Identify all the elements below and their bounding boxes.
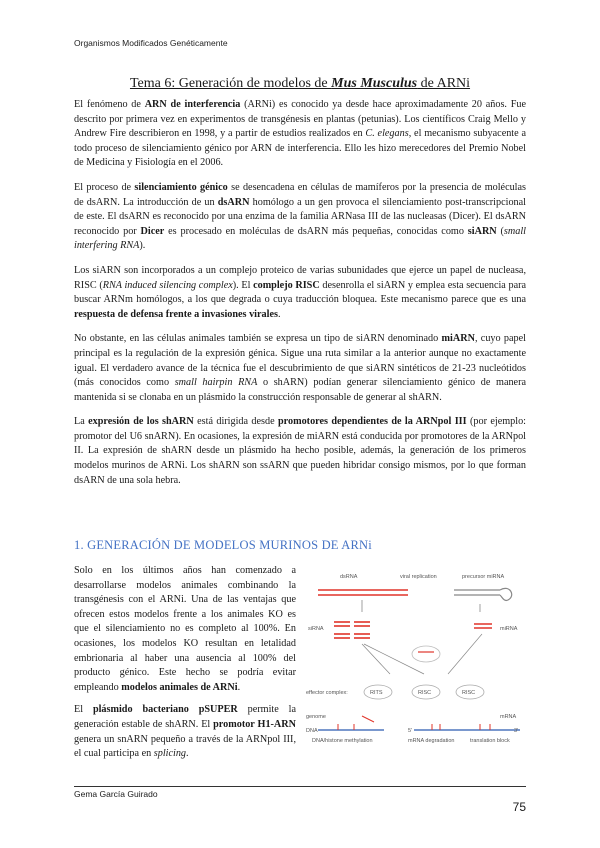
text-run: homólogo a un gen provoca el silenciamiento post-transcripcional de este. El dsARN es reconocido por una enzima de la familia ARNasa III de las nucleasas (Dicer). El dsARN reconocido por bbox=[74, 196, 526, 237]
text-run: . bbox=[186, 748, 189, 760]
text-run: ). El bbox=[232, 279, 254, 291]
bold-term: silenciamiento génico bbox=[134, 181, 228, 193]
bold-term: promotor H1-ARN bbox=[213, 718, 296, 730]
text-run: El proceso de bbox=[74, 181, 135, 193]
text-run: se desencadena en células de mamíferos por la presencia de moléculas de dsARN. La introducción de un bbox=[74, 181, 526, 208]
page-header: Organismos Modificados Genéticamente bbox=[74, 38, 228, 48]
label-three-prime: 3' bbox=[514, 728, 519, 734]
sirna-fragments bbox=[334, 622, 370, 638]
bold-term: Dicer bbox=[140, 225, 165, 237]
label-precursor-mirna: precursor miRNA bbox=[462, 574, 505, 580]
text-run: permite la generación estable de shARN. El bbox=[74, 704, 296, 730]
text-run: Los siARN son incorporados a un complejo proteico de varias subunidades que ejerce un papel de nucleasa, RISC ( bbox=[74, 264, 526, 291]
histone-mark-3 bbox=[362, 716, 374, 722]
title-prefix: Tema 6: Generación de modelos de bbox=[129, 76, 332, 91]
text-run: es procesado en moléculas de dsARN más pequeñas, conocidas como bbox=[164, 225, 468, 237]
text-run: No obstante, en las células animales también se expresa un tipo de siARN denominado bbox=[74, 333, 442, 345]
paragraph-sharn-expression bbox=[74, 415, 526, 488]
bold-term: promotores dependientes de la ARNpol III bbox=[278, 416, 467, 428]
intro-body bbox=[74, 98, 526, 498]
precursor-hairpin bbox=[454, 588, 512, 600]
text-run: ). bbox=[139, 240, 146, 252]
bold-term: complejo RISC bbox=[253, 279, 320, 291]
label-five-prime: 5' bbox=[408, 728, 413, 734]
label-dsrna: dsRNA bbox=[340, 574, 358, 580]
label-mrna: mRNA bbox=[500, 714, 517, 720]
italic-term: splicing bbox=[153, 748, 187, 760]
italic-term: C. elegans bbox=[365, 128, 409, 140]
text-run: El bbox=[74, 704, 93, 716]
italic-term: RNA induced silencing complex bbox=[102, 279, 233, 291]
caption-dna-methylation: DNA/histone methylation bbox=[312, 738, 373, 744]
text-run: (por ejemplo: promotor del U6 snARN). En ocasiones, la expresión de miARN está conducida por promotores de la ARNpol II. La expresión de shARN desde un plásmido ha hecho posible, además, la generación de los primeros modelos murinos de ARNi. Los shARN son ssARN que pueden hibridar consigo mismos, por lo que forman dsARN de una sola hebra. bbox=[74, 416, 526, 486]
text-run: La bbox=[74, 416, 89, 428]
text-run: . bbox=[277, 308, 281, 320]
rnai-pathway-diagram bbox=[304, 566, 530, 750]
text-run: genera un snARN pequeño a través de la ARNpol III, el cual participa en bbox=[74, 733, 296, 760]
text-run: , el mecanismo subyacente a todo proceso de silenciamiento génico por ARN de interferencia. Ello les hizo merecedores del Premio Nobel de Medicina y Fisiología en el 2006. bbox=[74, 128, 526, 169]
title-suffix: de ARNi bbox=[417, 76, 471, 91]
footer-author: Gema García Guirado bbox=[74, 789, 158, 799]
paragraph-animal-models bbox=[74, 564, 296, 695]
text-run: . bbox=[237, 681, 241, 693]
label-rits: RITS bbox=[370, 690, 383, 696]
section-heading: 1. GENERACIÓN DE MODELOS MURINOS DE ARNi bbox=[74, 538, 372, 552]
label-effector-complex: effector complex: bbox=[306, 690, 348, 696]
paragraph-gene-silencing bbox=[74, 181, 526, 254]
label-genome: genome bbox=[306, 714, 326, 720]
text-run: El fenómeno de bbox=[74, 99, 145, 110]
label-risc-1: RISC bbox=[418, 690, 432, 696]
bold-term: expresión de los shARN bbox=[88, 416, 194, 428]
paragraph-mirna bbox=[74, 332, 526, 405]
label-viral-replication: viral replication bbox=[400, 574, 437, 580]
italic-term: small interfering RNA bbox=[74, 225, 526, 252]
text-run: ( bbox=[496, 225, 504, 237]
bold-term: modelos animales de ARNi bbox=[121, 681, 238, 693]
section-body bbox=[74, 564, 296, 770]
bold-term: plásmido bacteriano pSUPER bbox=[92, 704, 238, 716]
bold-term: dsARN bbox=[217, 196, 250, 208]
label-mirna: miRNA bbox=[500, 626, 518, 632]
label-dna: DNA bbox=[306, 728, 318, 734]
arrow-to-rits bbox=[362, 644, 390, 674]
bold-term: respuesta de defensa frente a invasiones virales bbox=[74, 308, 278, 320]
text-run: Solo en los últimos años han comenzado a desarrollarse modelos animales combinando la transgénesis con el ARNi. Una de las ventajas que ofrecen estos modelos frente a los animales KO es que el silenciamiento no es completo al 100%. En ocasiones, los modelos KO resultan en letalidad embrionaria al haber una ausencia al 100% del producto génico. Este hecho se podría evitar empleando bbox=[74, 565, 296, 693]
text-run: o shARN) podían generar silenciamiento génico de manera mantenida si se clonaba en un plásmido la construcción responsable de generar al shARN. bbox=[74, 377, 526, 403]
caption-translation-block: translation block bbox=[470, 738, 510, 744]
label-sirna: siRNA bbox=[308, 626, 324, 632]
italic-term: small hairpin RNA bbox=[174, 377, 258, 389]
paragraph-arni-history bbox=[74, 98, 526, 171]
loading-ellipse bbox=[412, 646, 440, 662]
bold-term: miARN bbox=[441, 333, 475, 345]
caption-mrna-degradation: mRNA degradation bbox=[408, 738, 455, 744]
bold-term: siARN bbox=[467, 225, 497, 237]
paragraph-risc bbox=[74, 264, 526, 322]
page-number: 75 bbox=[512, 800, 526, 814]
title-species: Mus Musculus bbox=[331, 76, 418, 91]
paragraph-psuper bbox=[74, 703, 296, 761]
footer-divider bbox=[74, 786, 526, 787]
text-run: desenrolla el siARN y emplea esta secuencia para buscar ARNm homólogos, a los que degrada o cuya traducción bloquea. Este mecanismo parece que es una bbox=[74, 279, 527, 306]
page-title bbox=[0, 76, 600, 92]
text-run: está dirigida desde bbox=[193, 416, 278, 428]
bold-term: ARN de interferencia bbox=[144, 99, 241, 110]
label-risc-2: RISC bbox=[462, 690, 476, 696]
text-run: , cuyo papel principal es la regulación de la expresión génica. Sigue una ruta similar a la anterior aunque no exactamente igual. El verdadero avance de la técnica fue el descubrimiento de que siARN sintéticos de 21-23 nucleótidos (más conocidos como bbox=[74, 333, 526, 389]
text-run: (ARNi) es conocido ya desde hace aproximadamente 20 años. Fue descrito por primera vez en experimentos de transgénesis en plantas (petunias). Los científicos Craig Mello y Andrew Fire describieron en 1998, y a partir de estudios realizados en bbox=[74, 99, 527, 140]
arrow-mirna-risc bbox=[448, 634, 482, 674]
